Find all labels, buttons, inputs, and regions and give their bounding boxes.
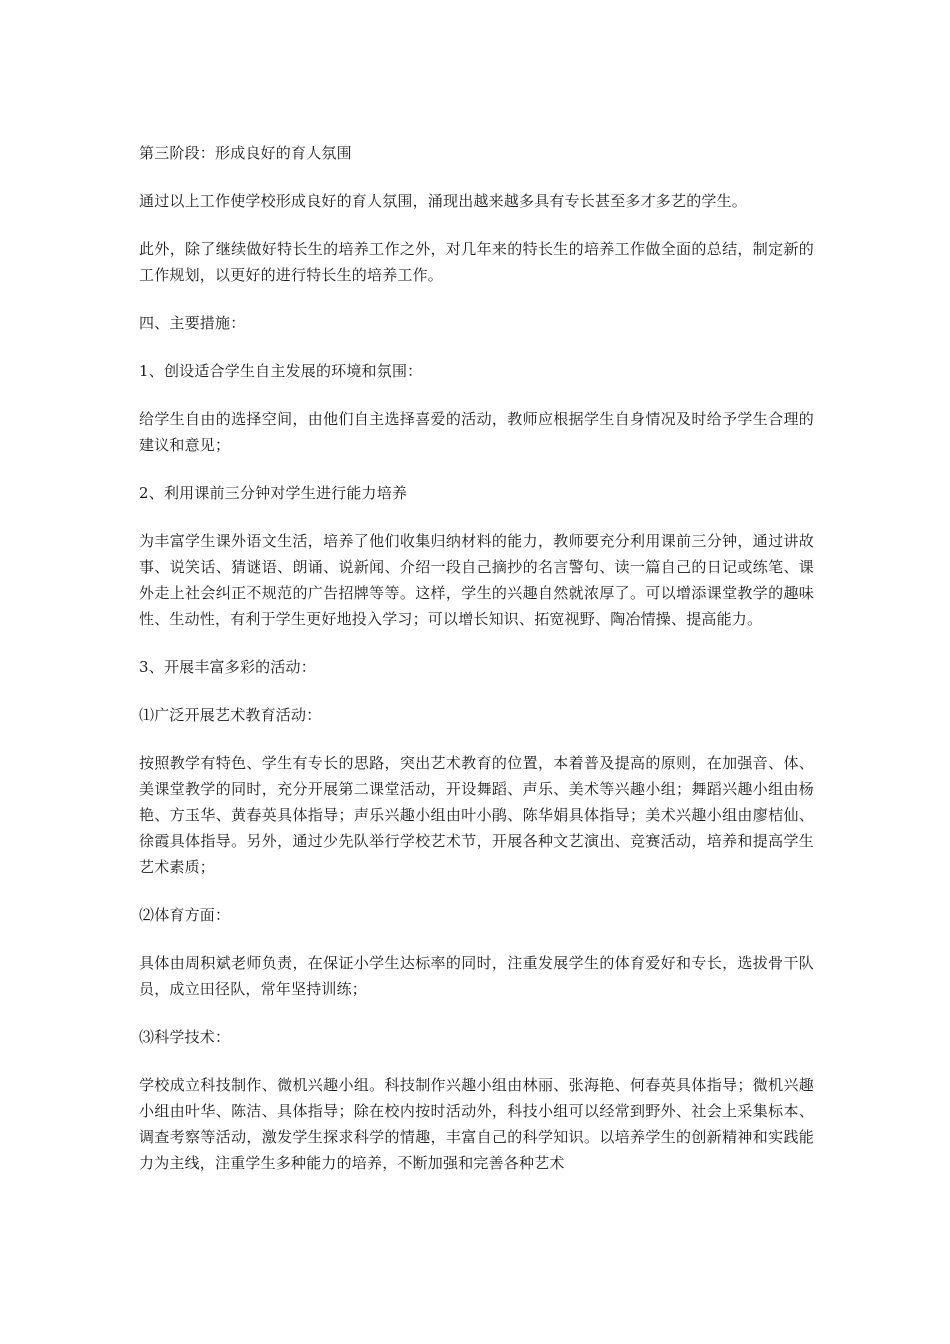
paragraph: 给学生自由的选择空间，由他们自主选择喜爱的活动，教师应根据学生自身情况及时给予学生合理的建议和意见； [139,410,814,454]
paragraph: 此外，除了继续做好特长生的培养工作之外，对几年来的特长生的培养工作做全面的总结，制定新的工作规划，以更好的进行特长生的培养工作。 [139,240,814,284]
paragraph: 学校成立科技制作、微机兴趣小组。科技制作兴趣小组由林丽、张海艳、何春英具体指导；微机兴趣小组由叶华、陈洁、具体指导；除在校内按时活动外，科技小组可以经常到野外、社会上采集标本、调查考察等活动，激发学生探求科学的情趣，丰富自己的科学知识。以培养学生的创新精神和实践能力为主线，注重学生多种能力的培养，不断加强和完善各种艺术 [139,1076,814,1172]
subheading-activities: 3、开展丰富多彩的活动： [139,658,316,676]
subheading-science: ⑶科学技术： [139,1028,231,1046]
subheading-sports: ⑵体育方面： [139,906,231,924]
section-heading-measures: 四、主要措施： [139,314,246,332]
subheading-three-minutes: 2、利用课前三分钟对学生进行能力培养 [139,484,408,502]
paragraph: 通过以上工作使学校形成良好的育人氛围，涌现出越来越多具有专长甚至多才多艺的学生。 [139,192,748,210]
document-body [139,140,814,1198]
subheading-environment: 1、创设适合学生自主发展的环境和氛围： [139,362,423,380]
subheading-art: ⑴广泛开展艺术教育活动： [139,706,322,724]
paragraph: 具体由周积斌老师负责，在保证小学生达标率的同时，注重发展学生的体育爱好和专长，选拔骨干队员，成立田径队，常年坚持训练； [139,954,814,998]
paragraph: 为丰富学生课外语文生活，培养了他们收集归纳材料的能力，教师要充分利用课前三分钟，通过讲故事、说笑话、猜谜语、朗诵、说新闻、介绍一段自己摘抄的名言警句、读一篇自己的日记或练笔、课外走上社会纠正不规范的广告招牌等等。这样，学生的兴趣自然就浓厚了。可以增添课堂教学的趣味性、生动性，有利于学生更好地投入学习；可以增长知识、拓宽视野、陶冶情操、提高能力。 [139,532,814,628]
paragraph: 按照教学有特色、学生有专长的思路，突出艺术教育的位置，本着普及提高的原则，在加强音、体、美课堂教学的同时，充分开展第二课堂活动，开设舞蹈、声乐、美术等兴趣小组；舞蹈兴趣小组由杨艳、方玉华、黄春英具体指导；声乐兴趣小组由叶小鹃、陈华娟具体指导；美术兴趣小组由廖桔仙、徐霞具体指导。另外，通过少先队举行学校艺术节，开展各种文艺演出、竞赛活动，培养和提高学生艺术素质； [139,754,814,876]
stage-three-heading: 第三阶段：形成良好的育人氛围 [139,144,352,162]
